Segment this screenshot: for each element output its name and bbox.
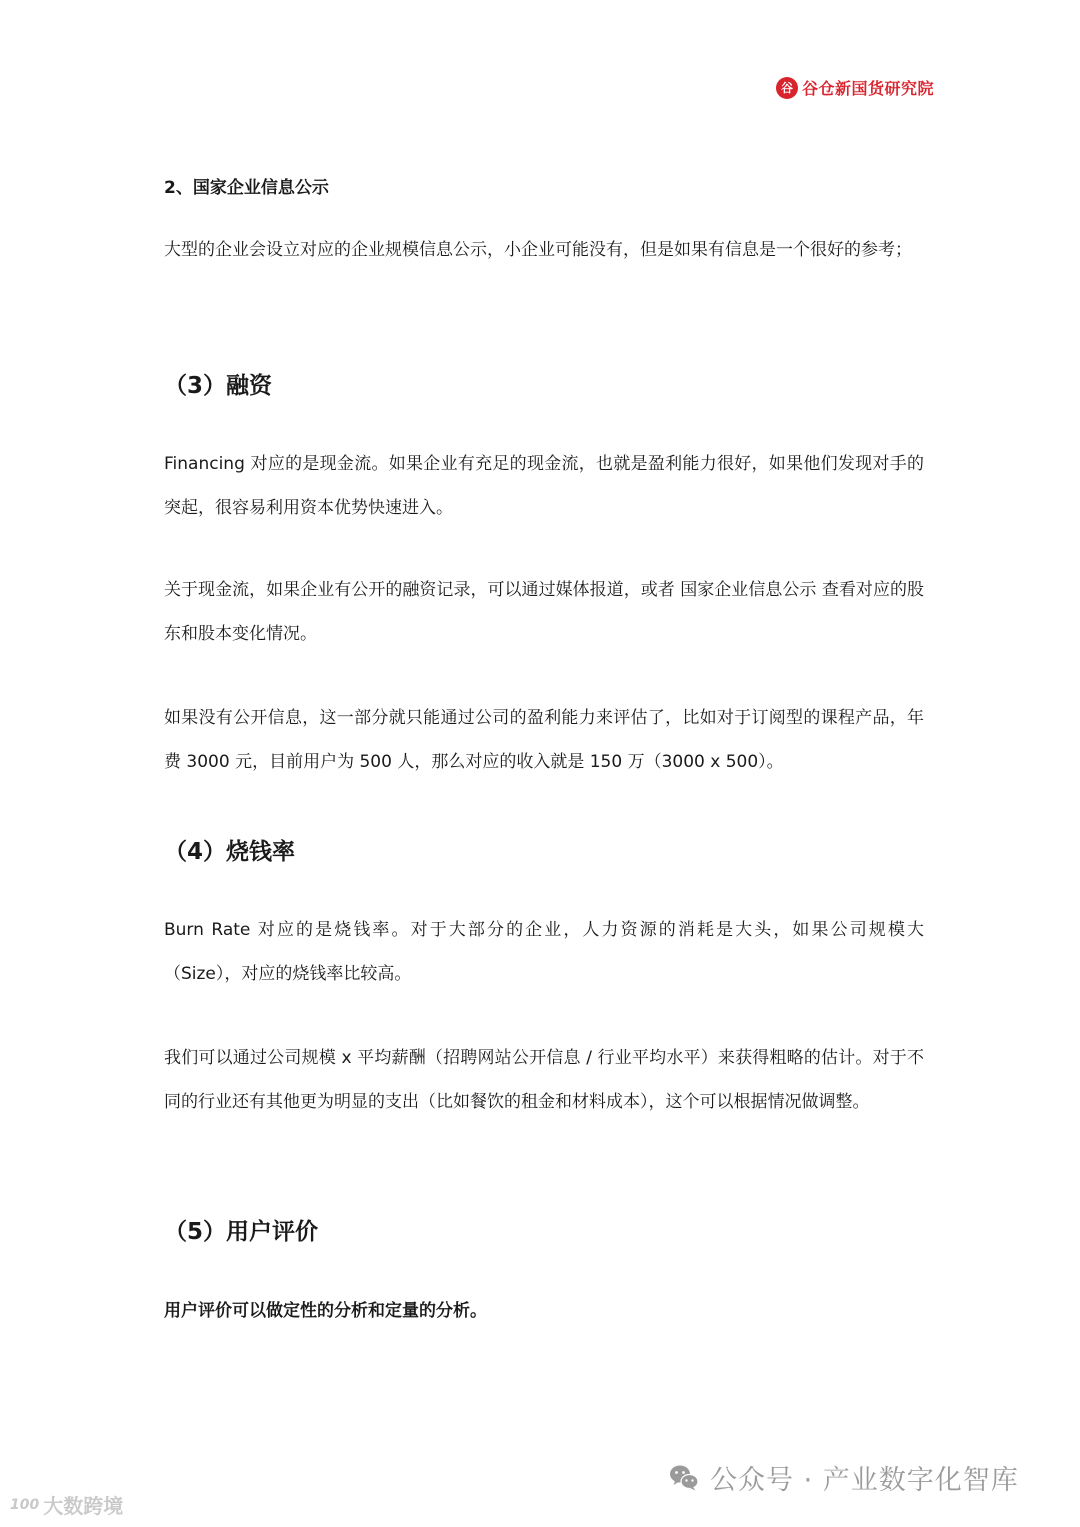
paragraph-cash-flow: 关于现金流，如果企业有公开的融资记录，可以通过媒体报道，或者 国家企业信息公示 查看对应的股东和股本变化情况。	[164, 580, 924, 644]
watermark-left-mark: 100	[10, 1496, 40, 1513]
paragraph-disclosure: 大型的企业会设立对应的企业规模信息公示，小企业可能没有，但是如果有信息是一个很好的参考；	[164, 240, 912, 260]
watermark-right-text: 公众号 · 产业数字化智库	[710, 1465, 1019, 1496]
paragraph-burn-rate: Burn Rate 对应的是烧钱率。对于大部分的企业，人力资源的消耗是大头，如果公司规模大（Size），对应的烧钱率比较高。	[164, 920, 924, 984]
brand-logo	[776, 76, 934, 99]
section-heading-user-reviews: （5）用户评价	[164, 1219, 319, 1245]
brand-logo-mark: 谷	[776, 77, 798, 99]
section-heading-financing: （3）融资	[164, 373, 273, 399]
paragraph-financing: Financing 对应的是现金流。如果企业有充足的现金流，也就是盈利能力很好，如果他们发现对手的突起，很容易利用资本优势快速进入。	[164, 454, 924, 518]
paragraph-user-reviews: 用户评价可以做定性的分析和定量的分析。	[164, 1301, 487, 1321]
section-heading-burn-rate: （4）烧钱率	[164, 839, 296, 865]
paragraph-estimation: 我们可以通过公司规模 x 平均薪酬（招聘网站公开信息 / 行业平均水平）来获得粗略的估计。对于不同的行业还有其他更为明显的支出（比如餐饮的租金和材料成本），这个可以根据情况做调整。	[164, 1048, 924, 1112]
paragraph-profitability: 如果没有公开信息，这一部分就只能通过公司的盈利能力来评估了，比如对于订阅型的课程产品，年费 3000 元，目前用户为 500 人，那么对应的收入就是 150 万（3000 x 500）。	[164, 708, 924, 772]
watermark-left-text: 大数跨境	[43, 1494, 124, 1518]
brand-logo-text: 谷仓新国货研究院	[802, 79, 935, 98]
wechat-icon	[668, 1462, 700, 1494]
subheading-enterprise-disclosure: 2、国家企业信息公示	[164, 178, 329, 198]
watermark-left	[10, 1490, 123, 1519]
watermark-right	[668, 1458, 1019, 1497]
